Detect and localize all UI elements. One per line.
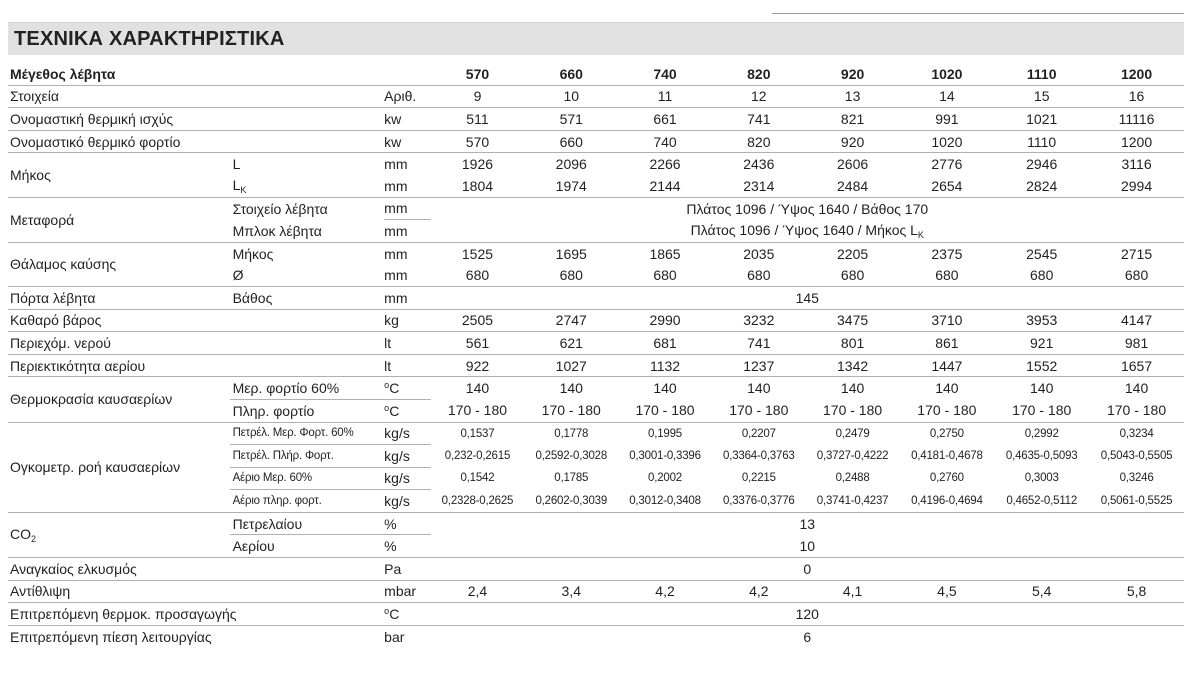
flue-flow-value: 0,3001-0,3396 xyxy=(629,449,701,462)
flue-flow-value: 0,2592-0,3028 xyxy=(535,449,608,462)
unit-cell: mm xyxy=(384,267,408,284)
spec-value: 3953 xyxy=(994,309,1089,332)
length-lk-value: 2654 xyxy=(931,177,963,194)
unit-cell: mm xyxy=(384,220,430,243)
spec-value: 991 xyxy=(899,108,994,131)
flue-flow-sub: Αέριο πληρ. φορτ. xyxy=(230,490,385,513)
row-label: Ονομαστικό θερμικό φορτίο xyxy=(8,130,384,153)
spec-value: 741 xyxy=(712,332,806,355)
spec-value: 570 xyxy=(431,130,525,153)
chamber-length-value: 2715 xyxy=(1089,242,1184,264)
unit-cell: kg/s xyxy=(384,490,430,513)
door-sub: Βάθος xyxy=(230,286,385,309)
unit-cell: kg/s xyxy=(384,467,430,490)
spec-value: 922 xyxy=(431,354,525,377)
unit-cell: lt xyxy=(384,354,430,377)
unit-cell: kw xyxy=(384,108,430,131)
size-header: 570 xyxy=(465,65,490,82)
length-lk-value: 1974 xyxy=(555,177,587,194)
backpressure-value: 2,4 xyxy=(431,580,525,603)
spec-value: 921 xyxy=(994,332,1089,355)
row-label: Ονομαστική θερμική ισχύς xyxy=(8,108,384,131)
chamber-label: Θάλαμος καύσης xyxy=(8,242,230,286)
chamber-length-value: 2205 xyxy=(806,242,900,264)
unit-cell: kg/s xyxy=(384,422,430,445)
size-header: 1110 xyxy=(1026,65,1057,82)
spec-value: 511 xyxy=(431,108,525,131)
backpressure-label: Αντίθλιψη xyxy=(8,580,384,603)
backpressure-value: 5,8 xyxy=(1089,580,1184,603)
flue-flow-value: 0,4652-0,5112 xyxy=(1006,494,1078,507)
unit-cell: bar xyxy=(384,625,430,647)
co2-sub-oil: Πετρελαίου xyxy=(230,512,385,535)
backpressure-value: 4,2 xyxy=(712,580,806,603)
length-l-value: 2096 xyxy=(524,153,618,175)
transport-sub-block: Μπλοκ λέβητα xyxy=(232,222,322,239)
chamber-diameter-value: 680 xyxy=(559,267,583,284)
co2-row-1 xyxy=(8,512,1184,535)
unit-cell: % xyxy=(384,512,430,535)
unit-cell: $^o$C xyxy=(384,399,430,422)
unit-cell: mm xyxy=(384,177,408,194)
length-lk-value: 2824 xyxy=(1026,177,1058,194)
row-label: Στοιχεία xyxy=(8,85,384,108)
chamber-length-value: 1525 xyxy=(431,242,525,264)
flue-temp-partial-value: 140 xyxy=(899,377,994,400)
length-lk-value: 2144 xyxy=(649,177,681,194)
spec-value: 561 xyxy=(431,332,525,355)
boiler-size-label: Μέγεθος λέβητα xyxy=(10,65,116,82)
length-l-value: 2436 xyxy=(712,153,806,175)
spec-value: 920 xyxy=(806,130,900,153)
spec-value: 571 xyxy=(524,108,618,131)
spec-row xyxy=(8,108,1184,131)
flue-flow-value: 0,2760 xyxy=(929,472,964,485)
transport-label: Μεταφορά xyxy=(8,197,230,242)
flue-flow-value: 0,3234 xyxy=(1089,422,1184,445)
size-header: 920 xyxy=(840,65,865,82)
flue-flow-value: 0,2479 xyxy=(806,422,900,445)
spec-value: 1447 xyxy=(899,354,994,377)
flue-flow-value: 0,3364-0,3763 xyxy=(723,449,795,462)
spec-value: 14 xyxy=(899,85,994,108)
flue-flow-value: 0,3741-0,4237 xyxy=(816,494,889,507)
flue-temp-full-value: 170 - 180 xyxy=(917,402,977,419)
flue-flow-value: 0,3003 xyxy=(1024,472,1059,485)
flue-flow-value: 0,2002 xyxy=(648,472,683,485)
page-title: ΤΕΧΝΙΚΑ ΧΑΡΑΚΤΗΡΙΣΤΙΚΑ xyxy=(14,28,285,50)
flue-temp-partial-value: 140 xyxy=(524,377,618,400)
backpressure-value: 4,2 xyxy=(618,580,712,603)
draft-value: 0 xyxy=(431,558,1184,581)
backpressure-value: 4,5 xyxy=(899,580,994,603)
unit-cell: $^o$C xyxy=(384,603,430,626)
flue-temp-full-value: 170 - 180 xyxy=(729,402,789,419)
flue-flow-value: 0,1537 xyxy=(431,422,525,445)
flue-temp-full-value: 170 - 180 xyxy=(541,402,601,419)
spec-value: 820 xyxy=(712,130,806,153)
spec-value: 681 xyxy=(618,332,712,355)
length-l-value: 3116 xyxy=(1089,153,1184,175)
flue-flow-value: 0,2992 xyxy=(994,422,1089,445)
spec-value: 4147 xyxy=(1089,309,1184,332)
unit-cell: kw xyxy=(384,130,430,153)
flue-temp-full-value: 170 - 180 xyxy=(1012,402,1072,419)
flue-flow-value: 0,4181-0,4678 xyxy=(911,449,983,462)
section-title-bar xyxy=(8,22,1184,55)
chamber-row-1 xyxy=(8,242,1184,264)
spec-value: 801 xyxy=(806,332,900,355)
spec-value: 15 xyxy=(994,85,1089,108)
chamber-diameter-value: 680 xyxy=(1124,267,1149,284)
flue-flow-value: 0,1542 xyxy=(460,472,495,485)
spec-value: 11116 xyxy=(1089,108,1184,131)
co2-sub-gas: Αερίου xyxy=(230,535,385,558)
length-label: Μήκος xyxy=(8,153,230,197)
chamber-length-value: 1695 xyxy=(524,242,618,264)
draft-label: Αναγκαίος ελκυσμός xyxy=(8,558,384,581)
length-l-value: 2266 xyxy=(618,153,712,175)
row-label: Καθαρό βάρος xyxy=(8,309,384,332)
spec-value: 1552 xyxy=(994,354,1089,377)
spec-row xyxy=(8,332,1184,355)
flue-temp-full-value: 170 - 180 xyxy=(823,402,883,419)
backpressure-value: 5,4 xyxy=(994,580,1089,603)
co2-gas-value: 10 xyxy=(799,538,816,555)
max-pressure-label: Επιτρεπόμενη πίεση λειτουργίας xyxy=(8,625,384,647)
spec-value: 861 xyxy=(899,332,994,355)
flue-flow-sub: Πετρέλ. Μερ. Φορτ. 60% xyxy=(230,422,385,445)
spec-value: 621 xyxy=(524,332,618,355)
flue-temp-partial-value: 140 xyxy=(994,377,1089,400)
door-label: Πόρτα λέβητα xyxy=(8,286,230,309)
flue-flow-sub: Πετρέλ. Πλήρ. Φορτ. xyxy=(230,445,385,468)
unit-cell: Pa xyxy=(384,558,430,581)
size-header: 1020 xyxy=(931,65,963,82)
flue-flow-value: 0,4635-0,5093 xyxy=(1005,449,1078,462)
flue-flow-value: 0,2488 xyxy=(835,472,870,485)
spec-row xyxy=(8,85,1184,108)
chamber-sub-diameter: Ø xyxy=(232,267,244,284)
chamber-length-value: 1865 xyxy=(618,242,712,264)
flue-flow-value: 0,3727-0,4222 xyxy=(816,449,889,462)
max-temp-label: Επιτρεπόμενη θερμοκ. προσαγωγής xyxy=(8,603,384,626)
flue-flow-value: 0,1785 xyxy=(554,472,589,485)
row-label: Περιεκτικότητα αερίου xyxy=(8,354,384,377)
flue-temp-label: Θερμοκρασία καυσαερίων xyxy=(8,377,230,422)
transport-element-value: Πλάτος 1096 / Ύψος 1640 / Βάθος 170 xyxy=(431,197,1184,220)
length-lk-value: 1804 xyxy=(461,177,494,194)
spec-value: 1132 xyxy=(618,354,712,377)
length-l-value: 2946 xyxy=(994,153,1089,175)
flue-flow-label: Ογκομετρ. ροή καυσαερίων xyxy=(8,422,230,512)
unit-cell: $^o$C xyxy=(384,377,430,400)
spec-value: 661 xyxy=(618,108,712,131)
spec-value: 1342 xyxy=(806,354,900,377)
unit-cell: kg xyxy=(384,309,430,332)
spec-value: 1237 xyxy=(712,354,806,377)
spec-row xyxy=(8,354,1184,377)
draft-row xyxy=(8,558,1184,581)
spec-value: 981 xyxy=(1089,332,1184,355)
flue-flow-value: 0,5061-0,5525 xyxy=(1100,494,1173,507)
spec-value: 2505 xyxy=(431,309,525,332)
transport-row-1 xyxy=(8,197,1184,220)
spec-table xyxy=(8,63,1184,647)
unit-cell: lt xyxy=(384,332,430,355)
row-label: Περιεχόμ. νερού xyxy=(8,332,384,355)
spec-value: 3232 xyxy=(712,309,806,332)
spec-value: 660 xyxy=(524,130,618,153)
length-l-value: 1926 xyxy=(431,153,525,175)
spec-value: 1027 xyxy=(524,354,618,377)
flue-flow-value: 0,2750 xyxy=(899,422,994,445)
spec-value: 9 xyxy=(431,85,525,108)
flue-flow-value: 0,3012-0,3408 xyxy=(629,494,701,507)
max-temp-row xyxy=(8,603,1184,626)
length-sub-lk: $L_K$ xyxy=(232,176,247,195)
max-pressure-value: 6 xyxy=(431,625,1184,647)
flue-flow-value: 0,2215 xyxy=(741,472,776,485)
unit-cell: mm xyxy=(384,242,430,264)
size-header: 1200 xyxy=(1120,65,1153,82)
flue-temp-full-value: 170 - 180 xyxy=(447,402,508,419)
transport-sub-element: Στοιχείο λέβητα xyxy=(230,197,385,220)
length-sub-l: L xyxy=(230,153,385,175)
spec-row xyxy=(8,130,1184,153)
flue-flow-value: 0,3376-0,3776 xyxy=(723,494,795,507)
flue-flow-value: 0,2207 xyxy=(712,422,806,445)
flue-flow-value: 0,1778 xyxy=(524,422,618,445)
spec-value: 1020 xyxy=(899,130,994,153)
top-rule xyxy=(772,13,1184,14)
unit-cell: mm xyxy=(384,197,430,220)
max-temp-value: 120 xyxy=(431,603,1184,626)
spec-value: 821 xyxy=(806,108,900,131)
length-row-1 xyxy=(8,153,1184,175)
spec-row xyxy=(8,309,1184,332)
unit-cell: % xyxy=(384,535,430,558)
flue-flow-value: 0,3246 xyxy=(1119,472,1154,485)
size-header: 820 xyxy=(747,65,771,82)
flue-temp-partial-value: 140 xyxy=(431,377,525,400)
spec-value: 16 xyxy=(1089,85,1184,108)
spec-value: 13 xyxy=(806,85,900,108)
max-pressure-row xyxy=(8,625,1184,647)
size-header: 740 xyxy=(653,65,677,82)
door-row xyxy=(8,286,1184,309)
spec-value: 741 xyxy=(712,108,806,131)
unit-cell: Αριθ. xyxy=(384,85,430,108)
flue-temp-partial-value: 140 xyxy=(1089,377,1184,400)
spec-value: 12 xyxy=(712,85,806,108)
flue-flow-value: 0,2602-0,3039 xyxy=(535,494,608,507)
spec-value: 2990 xyxy=(618,309,712,332)
flue-flow-row xyxy=(8,422,1184,445)
chamber-diameter-value: 680 xyxy=(653,267,677,284)
chamber-sub-length: Μήκος xyxy=(230,242,385,264)
chamber-diameter-value: 680 xyxy=(935,267,959,284)
unit-cell: mbar xyxy=(384,580,430,603)
spec-value: 740 xyxy=(618,130,712,153)
unit-cell: kg/s xyxy=(384,445,430,468)
flue-temp-row-1 xyxy=(8,377,1184,400)
unit-cell: mm xyxy=(384,286,430,309)
spec-value: 1021 xyxy=(994,108,1089,131)
chamber-diameter-value: 680 xyxy=(465,267,490,284)
door-value: 145 xyxy=(431,286,1184,309)
spec-table-body xyxy=(8,63,1184,647)
size-header: 660 xyxy=(559,65,583,82)
unit-cell: mm xyxy=(384,153,430,175)
chamber-length-value: 2545 xyxy=(994,242,1089,264)
chamber-diameter-value: 680 xyxy=(840,267,865,284)
spec-value: 1657 xyxy=(1089,354,1184,377)
flue-flow-value: 0,4196-0,4694 xyxy=(911,494,983,507)
co2-label: $CO_2$ xyxy=(8,512,230,557)
length-lk-value: 2994 xyxy=(1120,177,1153,194)
spec-value: 11 xyxy=(618,85,712,108)
flue-flow-value: 0,2328-0,2625 xyxy=(441,494,514,507)
chamber-diameter-value: 680 xyxy=(747,267,771,284)
length-lk-value: 2484 xyxy=(837,177,869,194)
spec-value: 1200 xyxy=(1089,130,1184,153)
flue-temp-partial-value: 140 xyxy=(806,377,900,400)
length-l-value: 2606 xyxy=(806,153,900,175)
length-lk-value: 2314 xyxy=(743,177,775,194)
chamber-length-value: 2375 xyxy=(899,242,994,264)
flue-temp-sub-full: Πληρ. φορτίο xyxy=(230,399,385,422)
flue-temp-sub-partial: Μερ. φορτίο 60% xyxy=(230,377,385,400)
backpressure-value: 4,1 xyxy=(806,580,900,603)
flue-temp-full-value: 170 - 180 xyxy=(635,402,695,419)
flue-flow-value: 0,232-0,2615 xyxy=(444,449,511,462)
spec-value: 1110 xyxy=(994,130,1089,153)
transport-block-value: Πλάτος 1096 / Ύψος 1640 / Μήκος $L_K$ xyxy=(690,221,924,240)
flue-flow-sub: Αέριο Μερ. 60% xyxy=(230,467,385,490)
length-l-value: 2776 xyxy=(899,153,994,175)
co2-oil-value: 13 xyxy=(431,512,1184,535)
chamber-diameter-value: 680 xyxy=(1030,267,1054,284)
header-row xyxy=(8,63,1184,85)
flue-flow-value: 0,5043-0,5505 xyxy=(1100,449,1173,462)
backpressure-value: 3,4 xyxy=(524,580,618,603)
flue-temp-partial-value: 140 xyxy=(712,377,806,400)
flue-flow-value: 0,1995 xyxy=(618,422,712,445)
chamber-length-value: 2035 xyxy=(712,242,806,264)
flue-temp-full-value: 170 - 180 xyxy=(1106,402,1167,419)
spec-value: 10 xyxy=(524,85,618,108)
spec-value: 3710 xyxy=(899,309,994,332)
spec-value: 2747 xyxy=(524,309,618,332)
flue-temp-partial-value: 140 xyxy=(618,377,712,400)
backpressure-row xyxy=(8,580,1184,603)
spec-value: 3475 xyxy=(806,309,900,332)
